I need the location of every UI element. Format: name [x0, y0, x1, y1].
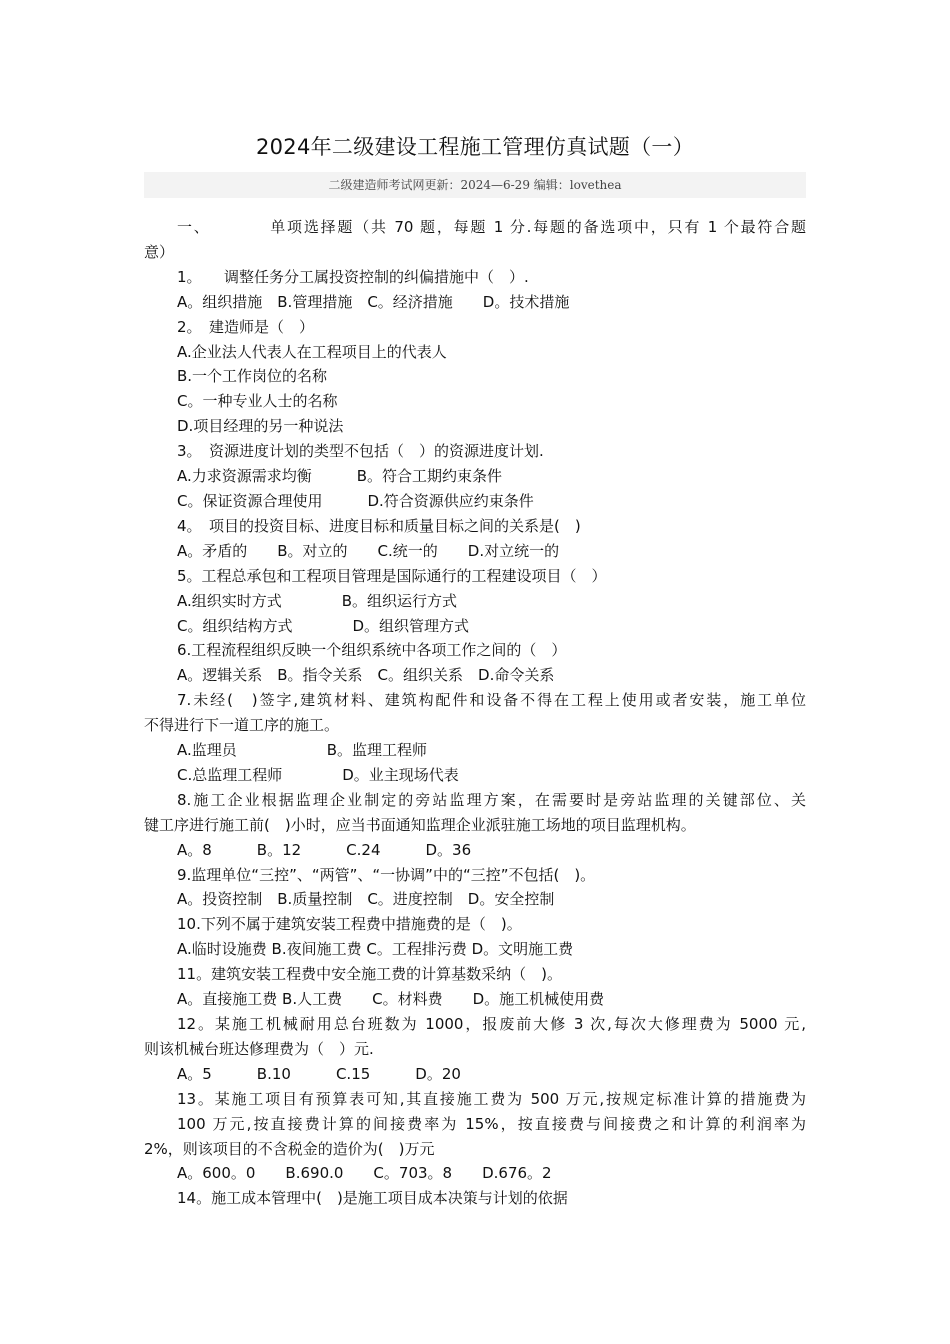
text-line: 11。建筑安装工程费中安全施工费的计算基数采纳（ )。	[177, 965, 562, 984]
text-line: A。投资控制 B.质量控制 C。进度控制 D。安全控制	[177, 890, 555, 909]
text-line: 不得进行下一道工序的施工。	[144, 716, 340, 735]
text-line: C.总监理工程师 D。业主现场代表	[177, 765, 459, 784]
document-body	[144, 215, 806, 1211]
update-info-bar: 二级建造师考试网更新：2024—6-29 编辑：lovethea	[144, 172, 806, 198]
text-line: 7.未经( )签字,建筑材料、建筑构配件和设备不得在工程上使用或者安装，施工单位	[177, 691, 806, 710]
text-line: 9.监理单位“三控”、“两管”、“一协调”中的“三控”不包括( )。	[177, 865, 596, 884]
text-line: A。直接施工费 B.人工费 C。材料费 D。施工机械使用费	[177, 990, 605, 1009]
text-line: 12。某施工机械耐用总台班数为 1000，报废前大修 3 次,每次大修理费为 5000 元,	[177, 1015, 806, 1033]
text-line: 5。工程总承包和工程项目管理是国际通行的工程建设项目（ ）	[177, 566, 607, 585]
text-line: C。一种专业人士的名称	[177, 392, 338, 411]
text-line: 14。施工成本管理中( )是施工项目成本决策与计划的依据	[177, 1189, 568, 1208]
text-line: A。600。0 B.690.0 C。703。8 D.676。2	[177, 1164, 552, 1183]
text-line: C。保证资源合理使用 D.符合资源供应约束条件	[177, 491, 534, 510]
text-line: 100 万元,按直接费计算的间接费率为 15%，按直接费与间接费之和计算的利润率为	[177, 1114, 806, 1133]
text-line: 键工序进行施工前( )小时，应当书面通知监理企业派驻施工场地的项目监理机构。	[144, 815, 696, 834]
text-line: A。矛盾的 B。对立的 C.统一的 D.对立统一的	[177, 541, 560, 560]
text-line: A.组织实时方式 B。组织运行方式	[177, 591, 458, 610]
text-line: 8.施工企业根据监理企业制定的旁站监理方案，在需要时是旁站监理的关键部位、关	[177, 790, 806, 809]
text-line: A。5 B.10 C.15 D。20	[177, 1064, 461, 1083]
text-line: A.力求资源需求均衡 B。符合工期约束条件	[177, 467, 503, 486]
text-line: A。逻辑关系 B。指令关系 C。组织关系 D.命令关系	[177, 666, 555, 685]
text-line: C。组织结构方式 D。组织管理方式	[177, 616, 470, 635]
page-title: 2024年二级建设工程施工管理仿真试题（一）	[255, 135, 695, 159]
text-line: 6.工程流程组织反映一个组织系统中各项工作之间的（ ）	[177, 641, 567, 660]
text-line: 2。 建造师是（ ）	[177, 317, 315, 336]
text-line: 意）	[144, 242, 175, 261]
text-line: A.临时设施费 B.夜间施工费 C。工程排污费 D。文明施工费	[177, 940, 574, 959]
text-line: 4。 项目的投资目标、进度目标和质量目标之间的关系是( )	[177, 516, 581, 535]
text-line: 一、 单项选择题（共 70 题，每题 1 分.每题的备选项中，只有 1 个最符合题	[177, 218, 806, 236]
text-line: 13。某施工项目有预算表可知,其直接施工费为 500 万元,按规定标准计算的措施费为	[177, 1089, 806, 1108]
text-line: 10.下列不属于建筑安装工程费中措施费的是（ )。	[177, 915, 522, 934]
text-line: D.项目经理的另一种说法	[177, 417, 344, 436]
text-line: B.一个工作岗位的名称	[177, 367, 328, 386]
text-line: A。8 B。12 C.24 D。36	[177, 840, 472, 859]
text-line: 3。 资源进度计划的类型不包括（ ）的资源进度计划.	[177, 442, 544, 461]
text-line: 1。 调整任务分工属投资控制的纠偏措施中（ ）.	[177, 267, 529, 286]
text-line: A.企业法人代表人在工程项目上的代表人	[177, 342, 447, 361]
text-line: 则该机械台班达修理费为（ ）元.	[144, 1039, 374, 1058]
text-line: A.监理员 B。监理工程师	[177, 741, 428, 760]
text-line: A。组织措施 B.管理措施 C。经济措施 D。技术措施	[177, 292, 570, 311]
text-line: 2%，则该项目的不含税金的造价为( )万元	[144, 1139, 435, 1158]
